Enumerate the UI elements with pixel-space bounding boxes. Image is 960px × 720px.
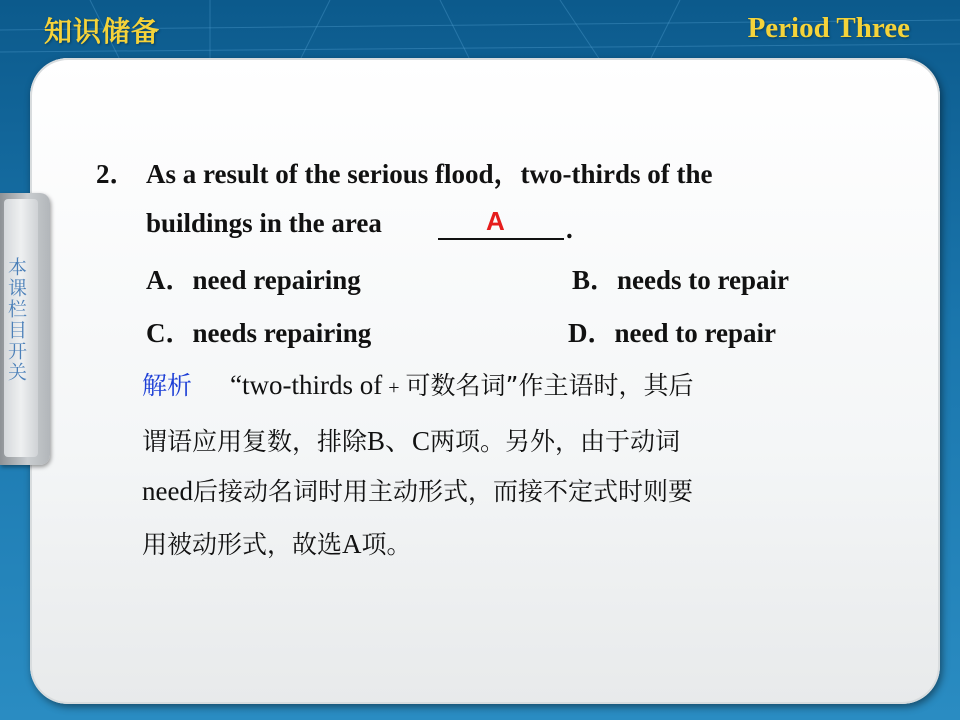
explanation-text: 可数名词”作主语时，其后	[405, 371, 694, 400]
toggle-label: 本课栏目开关	[5, 257, 27, 383]
explanation-text: 两项。另外，由于动词	[430, 427, 681, 456]
question-line-2: buildings in the area	[146, 208, 382, 238]
explanation-text: 谓语应用复数，排除	[142, 427, 368, 456]
explanation-text: B、C	[367, 426, 431, 456]
explanation-text: 后接动名词时用主动形式，而接不定式时则要	[192, 477, 693, 506]
explanation-line-3	[142, 472, 693, 508]
explanation-text: +	[388, 377, 400, 399]
explanation-text: “two-thirds of	[230, 370, 383, 400]
option-d: D．need to repair	[568, 318, 776, 348]
explanation-line-4	[142, 525, 412, 561]
explanation-text: need	[142, 476, 193, 506]
answer-text: A	[486, 206, 505, 236]
explanation-text: 项。	[361, 530, 412, 559]
explanation-line-2	[142, 419, 680, 458]
option-a: A．need repairing	[146, 265, 361, 295]
period-title: Period Three	[747, 12, 910, 44]
answer-blank	[438, 238, 564, 240]
section-title: 知识储备	[44, 15, 161, 48]
explanation-line-1	[142, 366, 693, 402]
explanation-label: 解析	[142, 371, 193, 400]
option-b: B．needs to repair	[572, 265, 789, 295]
course-menu-toggle[interactable]	[0, 193, 50, 465]
question-number: 2．	[96, 159, 137, 189]
question-end-period: .	[566, 214, 573, 244]
option-c: C．needs repairing	[146, 318, 372, 348]
explanation-text: A	[342, 529, 362, 559]
question-line-1: As a result of the serious flood，two-thirds of the	[146, 159, 713, 189]
explanation-text: 用被动形式，故选	[142, 530, 343, 559]
